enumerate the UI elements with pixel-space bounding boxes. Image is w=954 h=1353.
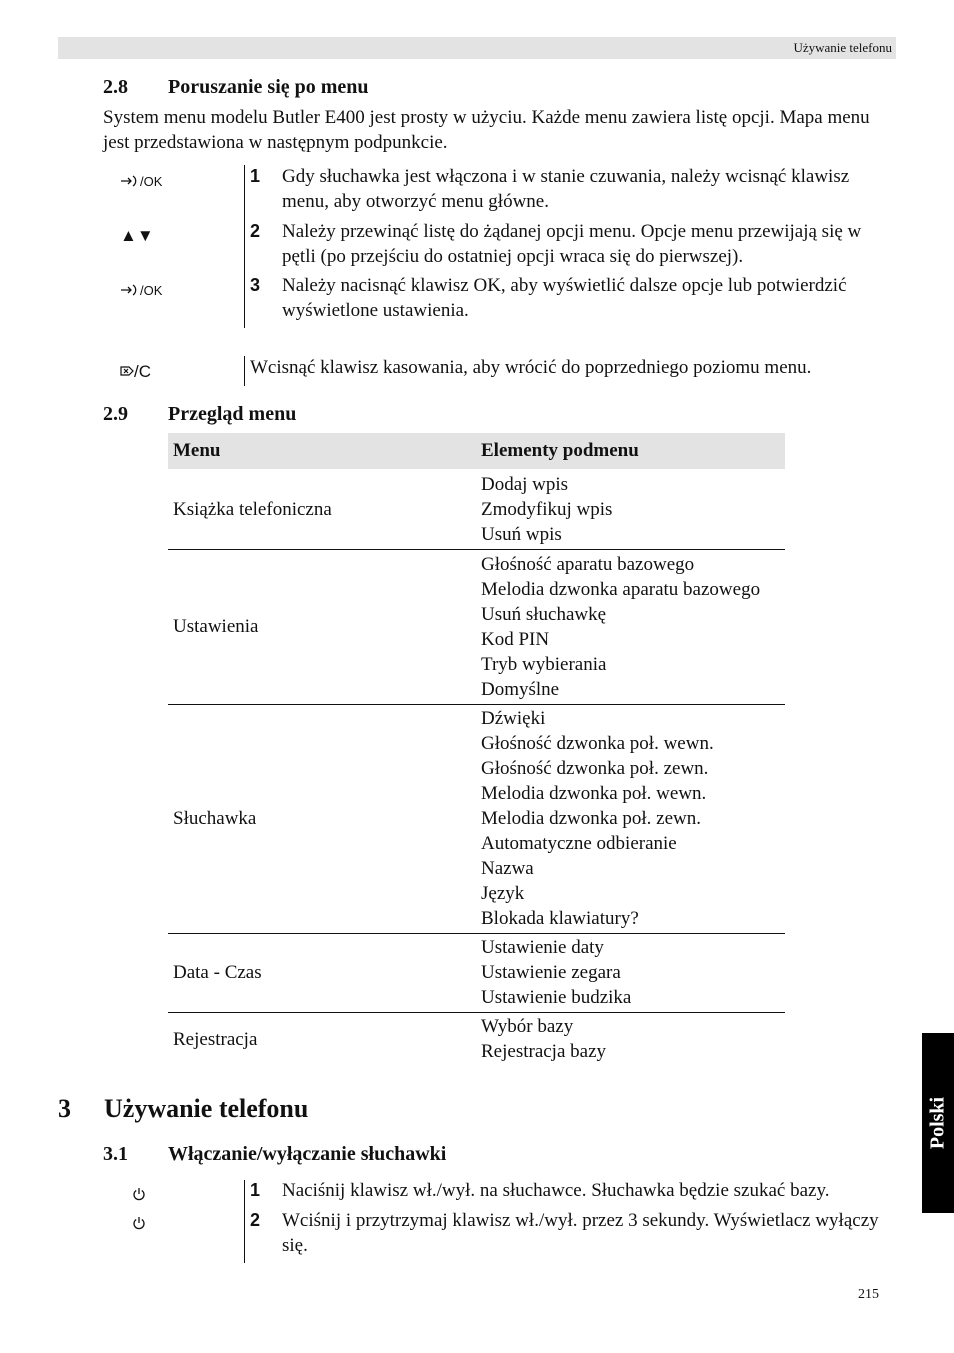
menu-overview-table	[168, 433, 785, 1066]
submenu-item: Głośność aparatu bazowego	[481, 553, 695, 575]
submenu-item: Blokada klawiatury?	[481, 908, 639, 929]
table-header-row	[168, 433, 785, 470]
menu-name-cell: Książka telefoniczna	[168, 470, 476, 549]
table-row	[168, 933, 785, 1012]
step-text: Należy przewinąć listę do żądanej opcji menu. Opcje menu przewijają się w pętli (po przejściu do ostatniej opcji wraca się do pierwszej).	[282, 221, 862, 267]
chapter-title: Używanie telefonu	[104, 1094, 309, 1123]
page-number: 215	[858, 1287, 879, 1302]
submenu-item: Domyślne	[481, 678, 560, 700]
step-divider-line	[244, 1180, 245, 1263]
submenu-cell	[476, 1012, 785, 1066]
step-text: Gdy słuchawka jest włączona i w stanie czuwania, należy wcisnąć klawisz menu, aby otworzyć menu główne.	[282, 166, 850, 212]
note-divider-line	[244, 356, 245, 386]
submenu-item: Wybór bazy	[481, 1016, 574, 1038]
section-number: 2.9	[103, 403, 128, 425]
submenu-item: Automatyczne odbieranie	[481, 833, 677, 854]
submenu-item: Głośność dzwonka poł. zewn.	[481, 758, 709, 779]
submenu-cell	[476, 704, 785, 933]
step-number: 3	[250, 275, 261, 295]
submenu-cell	[476, 933, 785, 1012]
side-tab-label: Polski	[926, 1096, 949, 1150]
submenu-item: Zmodyfikuj wpis	[481, 499, 613, 521]
submenu-cell	[476, 470, 785, 549]
step-number: 1	[250, 166, 261, 186]
step-divider-line	[244, 165, 245, 328]
enter-ok-key-icon: /OK	[120, 174, 162, 189]
running-header	[58, 37, 896, 59]
submenu-item: Dodaj wpis	[481, 474, 569, 496]
submenu-item: Kod PIN	[481, 628, 550, 650]
submenu-item: Usuń wpis	[481, 524, 562, 546]
step-text: Naciśnij klawisz wł./wył. na słuchawce. Słuchawka będzie szukać bazy.	[282, 1180, 830, 1201]
submenu-item: Usuń słuchawkę	[481, 603, 607, 625]
submenu-item: Tryb wybierania	[481, 653, 607, 675]
running-title: Używanie telefonu	[793, 40, 892, 55]
submenu-item: Rejestracja bazy	[481, 1041, 607, 1063]
section-title: Włączanie/wyłączanie słuchawki	[168, 1143, 447, 1165]
menu-name-cell: Słuchawka	[168, 704, 476, 933]
table-row	[168, 704, 785, 933]
submenu-item: Melodia dzwonka poł. wewn.	[481, 783, 707, 804]
up-down-arrow-keys-icon: ▲▼	[120, 226, 154, 245]
step-number: 2	[250, 1210, 261, 1230]
step-text: Wciśnij i przytrzymaj klawisz wł./wył. przez 3 sekundy. Wyświetlacz wyłączy się.	[282, 1210, 879, 1256]
section-title: Poruszanie się po menu	[168, 76, 369, 98]
power-key-icon	[132, 1187, 146, 1204]
submenu-item: Ustawienie budzika	[481, 987, 632, 1008]
menu-name-cell: Ustawienia	[168, 549, 476, 704]
submenu-item: Ustawienie zegara	[481, 962, 621, 983]
chapter-number: 3	[58, 1094, 71, 1123]
table-header-menu: Menu	[168, 433, 476, 470]
section-title: Przegląd menu	[168, 403, 297, 425]
submenu-item: Głośność dzwonka poł. wewn.	[481, 733, 714, 754]
step-number: 2	[250, 221, 261, 241]
menu-name-cell: Rejestracja	[168, 1012, 476, 1066]
submenu-cell	[476, 549, 785, 704]
table-row	[168, 1012, 785, 1066]
clear-c-key-icon: /C	[120, 362, 151, 382]
table-header-submenu: Elementy podmenu	[476, 433, 785, 470]
section-number: 2.8	[103, 76, 128, 98]
submenu-item: Nazwa	[481, 858, 534, 879]
step-text: Należy nacisnąć klawisz OK, aby wyświetlić dalsze opcje lub potwierdzić wyświetlone ustawienia.	[282, 275, 847, 321]
submenu-item: Język	[481, 883, 525, 904]
section-number: 3.1	[103, 1143, 128, 1165]
power-key-icon	[132, 1216, 146, 1233]
submenu-item: Dźwięki	[481, 708, 546, 729]
section-intro: System menu modelu Butler E400 jest prosty w użyciu. Każde menu zawiera listę opcji. Mapa menu jest przedstawiona w następnym podpunkcie.	[103, 107, 870, 153]
menu-name-cell: Data - Czas	[168, 933, 476, 1012]
clear-note-text: Wcisnąć klawisz kasowania, aby wrócić do poprzedniego poziomu menu.	[250, 357, 812, 378]
submenu-item: Melodia dzwonka aparatu bazowego	[481, 578, 761, 600]
table-row	[168, 470, 785, 549]
language-side-tab	[922, 1033, 954, 1213]
submenu-item: Ustawienie daty	[481, 937, 604, 958]
step-number: 1	[250, 1180, 261, 1200]
submenu-item: Melodia dzwonka poł. zewn.	[481, 808, 702, 829]
enter-ok-key-icon: /OK	[120, 283, 162, 298]
table-row	[168, 549, 785, 704]
chapter-heading-3	[58, 1094, 309, 1124]
